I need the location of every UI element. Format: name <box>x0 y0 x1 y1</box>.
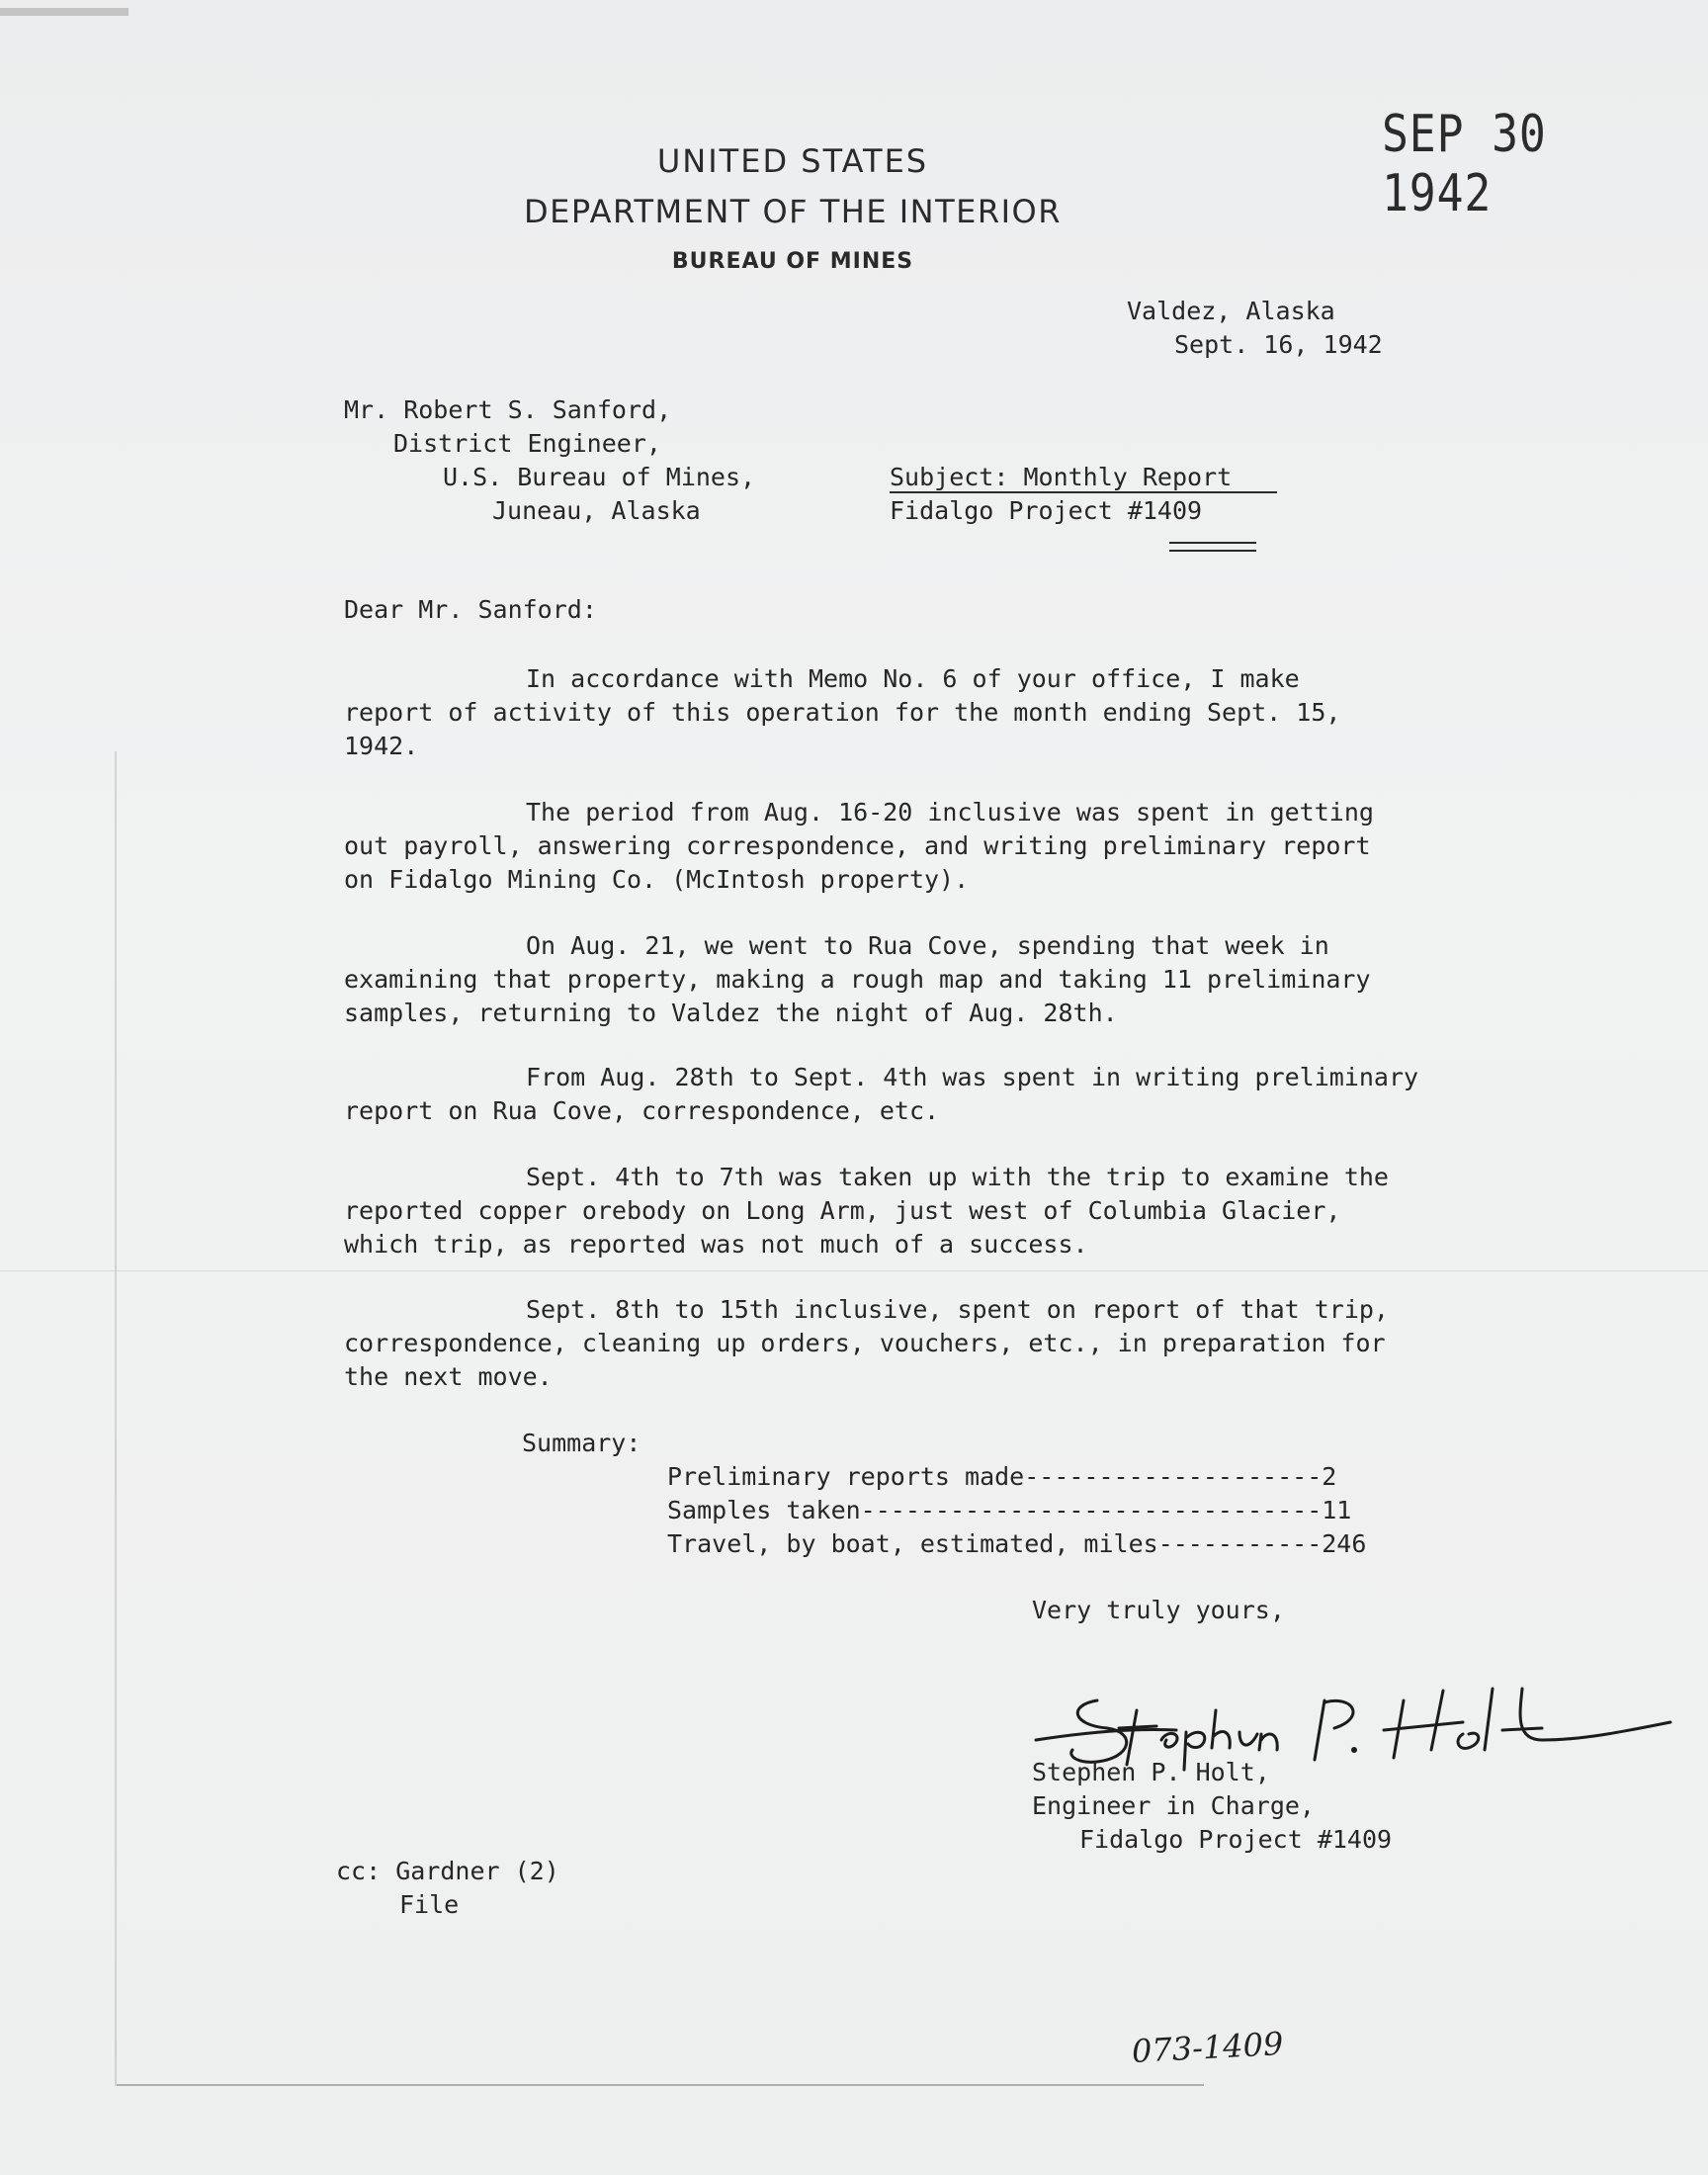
paragraph-2-line-2: out payroll, answering correspondence, and writing preliminary report <box>344 831 1371 860</box>
paragraph-6-line-3: the next move. <box>344 1362 553 1391</box>
subject-underline <box>890 491 1277 493</box>
letterhead-department: DEPARTMENT OF THE INTERIOR <box>524 193 1062 230</box>
signer-title: Engineer in Charge, <box>1032 1791 1315 1820</box>
subject-project: Fidalgo Project #1409 <box>890 496 1203 525</box>
received-date-stamp: SEP 30 1942 <box>1382 105 1547 223</box>
signer-project: Fidalgo Project #1409 <box>1079 1825 1393 1854</box>
paragraph-3-line-3: samples, returning to Valdez the night of Aug. 28th. <box>344 999 1118 1027</box>
subject-double-underline-bottom <box>1169 550 1256 552</box>
paper-fold-line <box>0 1270 1708 1271</box>
signer-name: Stephen P. Holt, <box>1032 1758 1270 1786</box>
handwritten-file-number: 073-1409 <box>1131 2025 1285 2070</box>
scan-edge-bottom <box>117 2084 1204 2086</box>
addressee-title: District Engineer, <box>393 429 661 458</box>
cc-file: File <box>399 1890 460 1919</box>
paragraph-6-line-1: Sept. 8th to 15th inclusive, spent on report of that trip, <box>526 1295 1389 1324</box>
addressee-name: Mr. Robert S. Sanford, <box>344 395 672 424</box>
letter-date: Sept. 16, 1942 <box>1174 330 1383 359</box>
paragraph-3-line-1: On Aug. 21, we went to Rua Cove, spending that week in <box>526 931 1329 960</box>
subject-line: Subject: Monthly Report <box>890 463 1233 491</box>
closing: Very truly yours, <box>1032 1596 1285 1624</box>
paragraph-5-line-1: Sept. 4th to 7th was taken up with the trip to examine the <box>526 1163 1389 1191</box>
paragraph-6-line-2: correspondence, cleaning up orders, vouchers, etc., in preparation for <box>344 1329 1386 1357</box>
scan-edge-top <box>0 8 128 16</box>
letterhead-bureau: BUREAU OF MINES <box>671 249 914 274</box>
cc-line: cc: Gardner (2) <box>336 1857 559 1885</box>
summary-row-reports: Preliminary reports made--------------------2 <box>667 1462 1337 1491</box>
summary-row-samples: Samples taken-------------------------------11 <box>667 1496 1352 1524</box>
paragraph-2-line-3: on Fidalgo Mining Co. (McIntosh property). <box>344 865 970 894</box>
paragraph-3-line-2: examining that property, making a rough map and taking 11 preliminary <box>344 965 1371 994</box>
addressee-org: U.S. Bureau of Mines, <box>443 463 756 491</box>
summary-heading: Summary: <box>522 1429 641 1457</box>
paragraph-1-line-2: report of activity of this operation for the month ending Sept. 15, <box>344 698 1341 727</box>
paragraph-1-line-1: In accordance with Memo No. 6 of your office, I make <box>526 664 1300 693</box>
salutation: Dear Mr. Sanford: <box>344 595 597 624</box>
paragraph-5-line-3: which trip, as reported was not much of a success. <box>344 1230 1088 1259</box>
scan-edge-left <box>115 751 117 2086</box>
paragraph-4-line-1: From Aug. 28th to Sept. 4th was spent in writing preliminary <box>526 1063 1419 1091</box>
letter-place: Valdez, Alaska <box>1127 297 1335 325</box>
paragraph-1-line-3: 1942. <box>344 732 419 760</box>
subject-double-underline-top <box>1169 542 1256 544</box>
summary-row-travel: Travel, by boat, estimated, miles-----------246 <box>667 1529 1367 1558</box>
addressee-city: Juneau, Alaska <box>492 496 701 525</box>
letterhead-country: UNITED STATES <box>656 142 929 180</box>
paragraph-4-line-2: report on Rua Cove, correspondence, etc. <box>344 1096 940 1125</box>
paragraph-2-line-1: The period from Aug. 16-20 inclusive was spent in getting <box>526 798 1374 826</box>
paragraph-5-line-2: reported copper orebody on Long Arm, just west of Columbia Glacier, <box>344 1196 1341 1225</box>
